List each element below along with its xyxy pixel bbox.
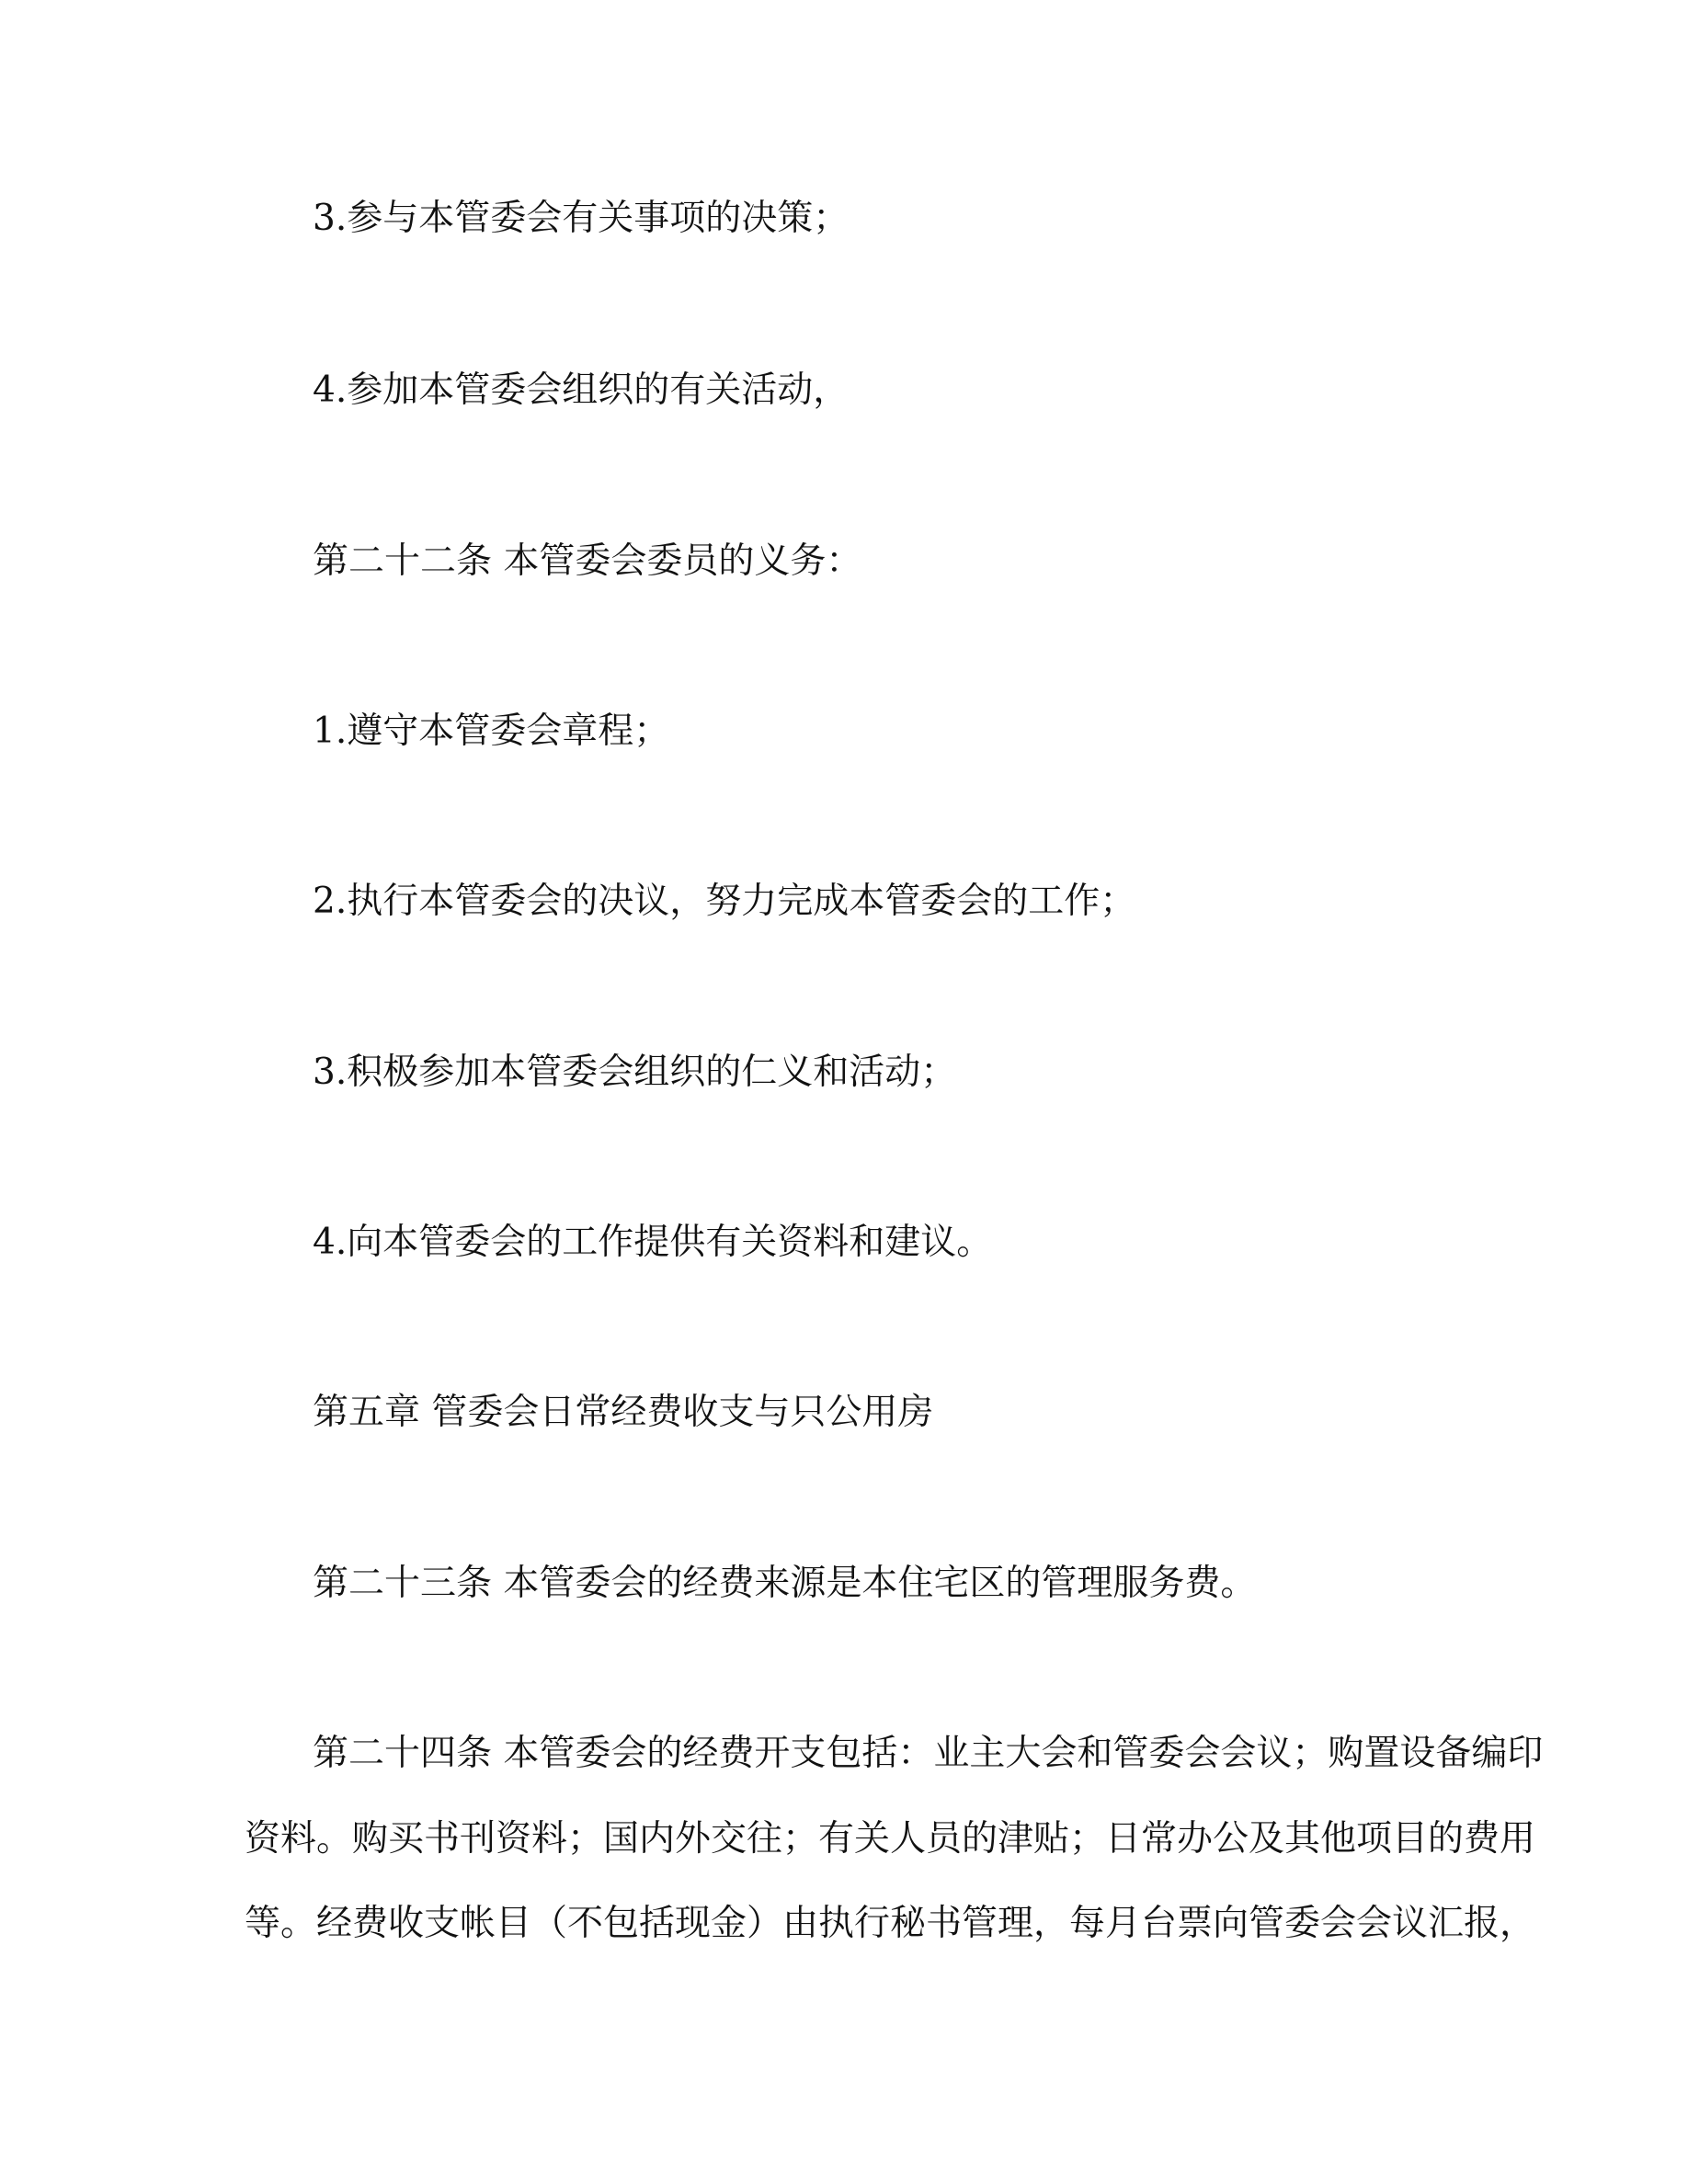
duty-item-2: 2.执行本管委会的决议，努力完成本管委会的工作；: [313, 881, 1136, 922]
duty-item-3: 3.积极参加本管委会组织的仁义和活动；: [313, 1052, 957, 1093]
duty-item-4: 4.向本管委会的工作提供有关资料和建议。: [313, 1222, 993, 1263]
chapter-5-title: 第五章 管委会日常经费收支与只公用房: [313, 1392, 934, 1433]
article-24-line-3: 等。经费收支帐目（不包括现金）由执行秘书管理，每月台票向管委会会议汇报，: [245, 1903, 1536, 1944]
article-22-heading: 第二十二条 本管委会委员的义务：: [313, 540, 862, 582]
article-24-line-1: 第二十四条 本管委会的经费开支包括：业主大会和管委会会议；购置设备编印: [313, 1733, 1544, 1774]
duty-item-1: 1.遵守本管委会章程；: [313, 711, 670, 752]
paragraph-item-4: 4.参加本管委会组织的有关活动，: [313, 370, 850, 411]
article-24-line-2: 资料。购买书刊资料；国内外交往；有关人员的津贴；日常办公及其他项目的费用: [245, 1818, 1536, 1860]
article-23-paragraph: 第二十三条 本管委会的经费来源是本住宅区的管理服务费。: [313, 1563, 1257, 1604]
paragraph-item-3: 3.参与本管委会有关事项的决策；: [313, 198, 850, 239]
